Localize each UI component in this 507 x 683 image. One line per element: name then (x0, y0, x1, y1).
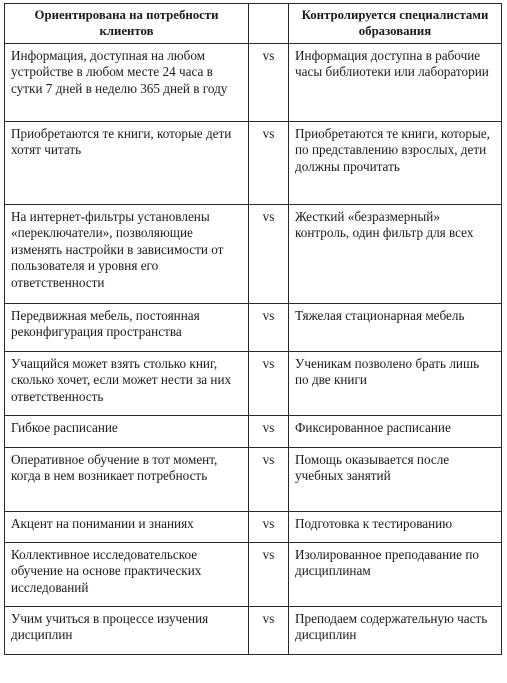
vs-cell: vs (249, 122, 289, 205)
table-header (5, 4, 502, 44)
row-right-cell: Изолированное преподавание по дисциплинам (289, 543, 502, 607)
row-right-cell: Помощь оказывается после учебных занятий (289, 448, 502, 512)
header-client-oriented: Ориентирована на потребности клиентов (5, 4, 249, 44)
table-row (5, 44, 502, 122)
row-left-cell: Коллективное исследовательское обучение на основе практических исследований (5, 543, 249, 607)
row-left-cell: Акцент на понимании и знаниях (5, 512, 249, 543)
header-vs-empty (249, 4, 289, 44)
row-left-cell: Гибкое расписание (5, 416, 249, 448)
vs-cell: vs (249, 512, 289, 543)
table-row (5, 416, 502, 448)
row-left-cell: Оперативное обучение в тот момент, когда в нем возникает потребность (5, 448, 249, 512)
row-left-cell: Передвижная мебель, постоянная реконфигурация пространства (5, 304, 249, 352)
row-left-cell: Информация, доступная на любом устройстве в любом месте 24 часа в сутки 7 дней в неделю 365 дней в году (5, 44, 249, 122)
vs-cell: vs (249, 448, 289, 512)
vs-cell: vs (249, 304, 289, 352)
vs-cell: vs (249, 44, 289, 122)
vs-cell: vs (249, 416, 289, 448)
row-left-cell: Учим учиться в процессе изучения дисциплин (5, 607, 249, 655)
row-left-cell: Учащийся может взять столько книг, сколько хочет, если может нести за них ответственность (5, 352, 249, 416)
table-row (5, 448, 502, 512)
comparison-table (4, 3, 502, 655)
row-right-cell: Преподаем содержательную часть дисциплин (289, 607, 502, 655)
vs-cell: vs (249, 205, 289, 304)
header-row (5, 4, 502, 44)
row-right-cell: Ученикам позволено брать лишь по две книги (289, 352, 502, 416)
row-right-cell: Жесткий «безразмерный» контроль, один фильтр для всех (289, 205, 502, 304)
row-right-cell: Приобретаются те книги, которые, по представлению взрослых, дети должны прочитать (289, 122, 502, 205)
header-specialist-controlled: Контролируется специалистами образования (289, 4, 502, 44)
table-row (5, 205, 502, 304)
table-row (5, 304, 502, 352)
table-row (5, 122, 502, 205)
table-row (5, 512, 502, 543)
row-left-cell: Приобретаются те книги, которые дети хотят читать (5, 122, 249, 205)
vs-cell: vs (249, 543, 289, 607)
table-row (5, 352, 502, 416)
table-body (5, 44, 502, 655)
table-row (5, 543, 502, 607)
row-right-cell: Фиксированное расписание (289, 416, 502, 448)
vs-cell: vs (249, 607, 289, 655)
row-left-cell: На интернет-фильтры установлены «переключатели», позволяющие изменять настройки в зависимости от пользователя и уровня его ответственности (5, 205, 249, 304)
vs-cell: vs (249, 352, 289, 416)
row-right-cell: Тяжелая стационарная мебель (289, 304, 502, 352)
row-right-cell: Информация доступна в рабочие часы библиотеки или лаборатории (289, 44, 502, 122)
table-row (5, 607, 502, 655)
row-right-cell: Подготовка к тестированию (289, 512, 502, 543)
